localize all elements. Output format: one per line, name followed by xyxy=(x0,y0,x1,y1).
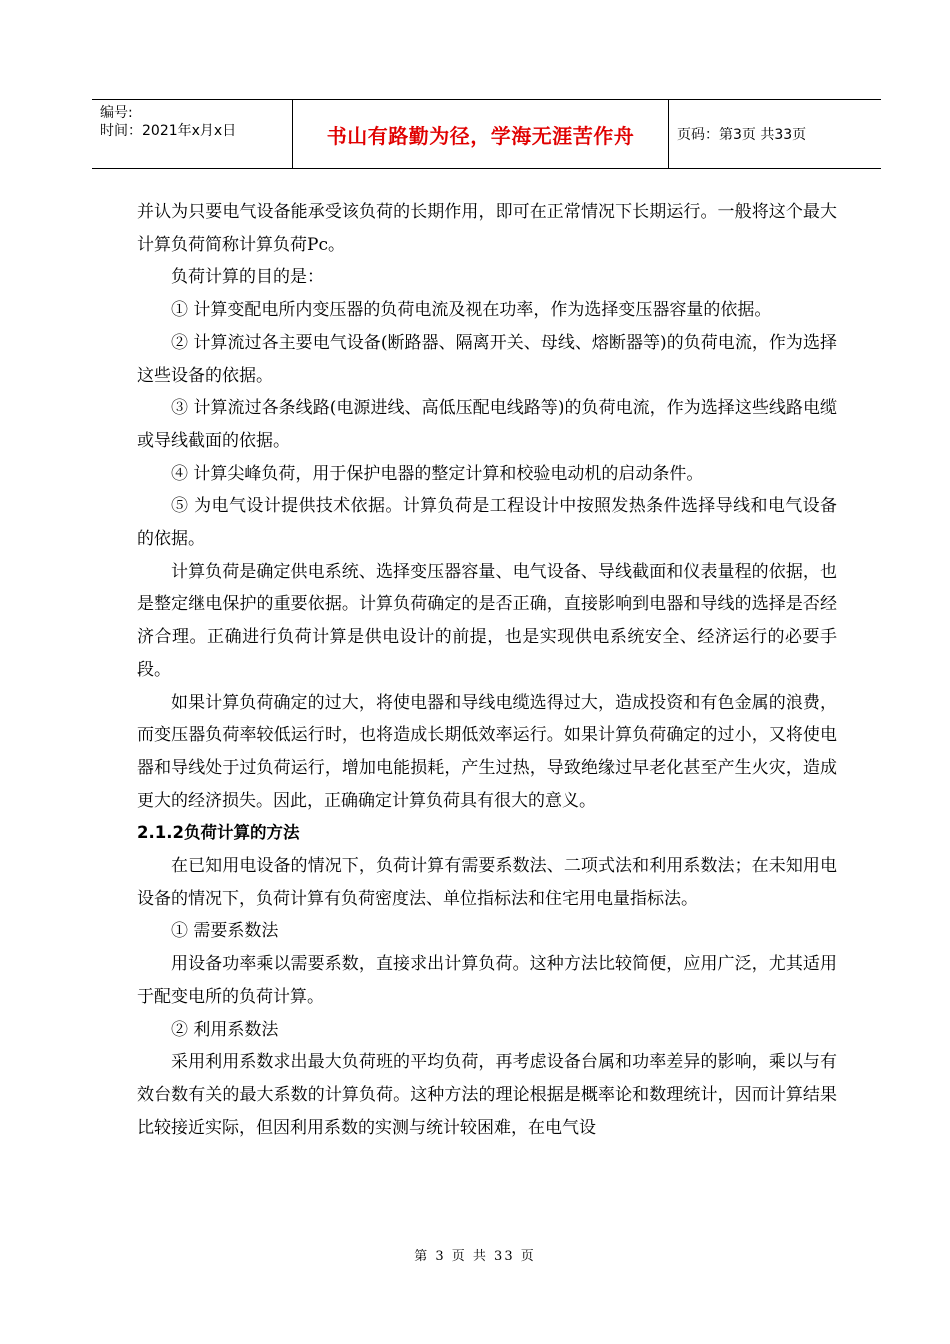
paragraph: ③ 计算流过各条线路(电源进线、高低压配电线路等)的负荷电流，作为选择这些线路电缆或导线截面的依据。 xyxy=(137,398,837,451)
paragraph: 如果计算负荷确定的过大，将使电器和导线电缆选得过大，造成投资和有色金属的浪费，而变压器负荷率较低运行时，也将造成长期低效率运行。如果计算负荷确定的过小，又将使电器和导线处于过负荷运行，增加电能损耗，产生过热，导致绝缘过早老化甚至产生火灾，造成更大的经济损失。因此，正确确定计算负荷具有很大的意义。 xyxy=(137,692,837,811)
header-meta xyxy=(92,100,293,168)
document-body xyxy=(137,196,837,1144)
paragraph: ⑤ 为电气设计提供技术依据。计算负荷是工程设计中按照发热条件选择导线和电气设备的依据。 xyxy=(137,496,837,550)
paragraph: 用设备功率乘以需要系数，直接求出计算负荷。这种方法比较简便，应用广泛，尤其适用于配变电所的负荷计算。 xyxy=(137,954,837,1007)
paragraph: ② 计算流过各主要电气设备(断路器、隔离开关、母线、熔断器等)的负荷电流，作为选择这些设备的依据。 xyxy=(137,332,837,386)
paragraph: ② 利用系数法 xyxy=(171,1019,279,1040)
header-slogan: 书山有路勤为径，学海无涯苦作舟 xyxy=(326,123,635,148)
section-heading: 2.1.2负荷计算的方法 xyxy=(137,823,300,843)
page-header xyxy=(92,99,881,169)
paragraph: ① 计算变配电所内变压器的负荷电流及视在功率，作为选择变压器容量的依据。 xyxy=(171,300,772,321)
paragraph: 采用利用系数求出最大负荷班的平均负荷，再考虑设备台属和功率差异的影响，乘以与有效台数有关的最大系数的计算负荷。这种方法的理论根据是概率论和数理统计，因而计算结果比较接近实际，但因利用系数的实测与统计较困难，在电气设 xyxy=(137,1052,837,1138)
paragraph: 负荷计算的目的是： xyxy=(171,267,324,288)
header-slogan-cell xyxy=(293,100,669,168)
paragraph: ④ 计算尖峰负荷，用于保护电器的整定计算和校验电动机的启动条件。 xyxy=(171,463,704,484)
paragraph: ① 需要系数法 xyxy=(171,921,279,942)
header-page-info: 页码：第3页 共33页 xyxy=(677,127,807,143)
paragraph: 在已知用电设备的情况下，负荷计算有需要系数法、二项式法和利用系数法；在未知用电设备的情况下，负荷计算有负荷密度法、单位指标法和住宅用电量指标法。 xyxy=(137,856,837,909)
document-number-label: 编号: xyxy=(100,105,133,121)
paragraph: 计算负荷是确定供电系统、选择变压器容量、电气设备、导线截面和仪表量程的依据，也是整定继电保护的重要依据。计算负荷确定的是否正确，直接影响到电器和导线的选择是否经济合理。正确进行负荷计算是供电设计的前提，也是实现供电系统安全、经济运行的必要手段。 xyxy=(137,561,837,680)
page-footer: 第 3 页 共 33 页 xyxy=(414,1249,536,1264)
paragraph: 并认为只要电气设备能承受该负荷的长期作用，即可在正常情况下长期运行。一般将这个最大计算负荷简称计算负荷Pc。 xyxy=(137,202,837,255)
document-time-label: 时间：2021年x月x日 xyxy=(100,123,237,139)
